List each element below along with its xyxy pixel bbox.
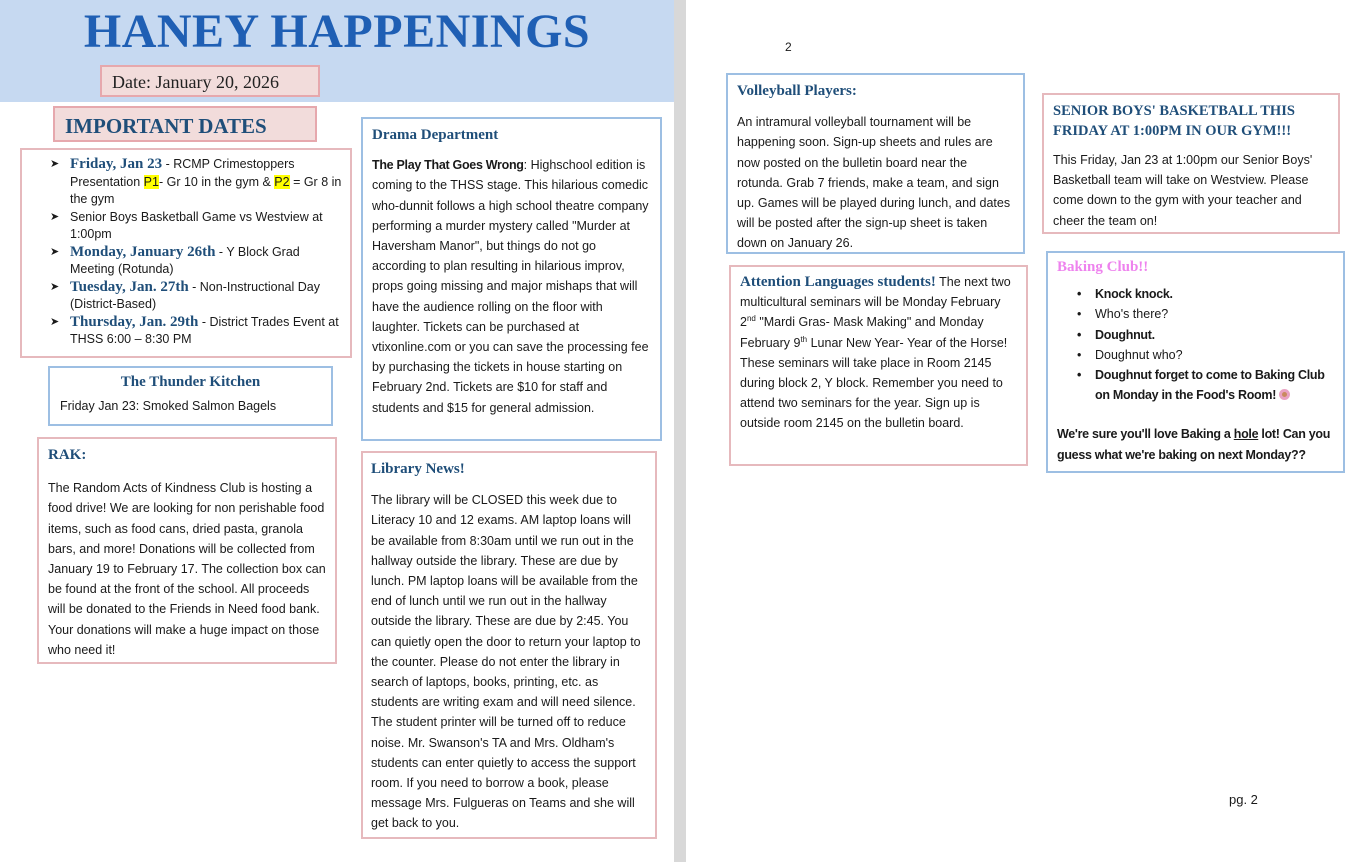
date-heading: Monday, January 26th [70,243,216,260]
rak-title: RAK: [48,447,87,463]
closing-text: We're sure you'll love Baking a [1057,427,1234,442]
drama-box [361,117,662,441]
languages-body: "Mardi Gras- Mask Making" and Monday February 9 [740,315,984,350]
play-title: The Play That Goes Wrong [372,158,524,173]
page-number-top: 2 [785,40,792,54]
thunder-kitchen-box [48,366,333,426]
page-gutter [674,0,686,862]
highlight-p2: P2 [274,174,290,189]
date-text: Senior Boys Basketball Game vs Westview at 1:00pm [70,209,323,241]
date-text: = Gr 8 in the gym [70,174,342,206]
senior-boys-text: This Friday, Jan 23 at 1:00pm our Senior Boys' Basketball team will take on Westview. Please come down to the gym with your teacher and cheer the team on! [1053,153,1313,228]
volleyball-title: Volleyball Players: [737,83,857,99]
newsletter-page-right [686,0,1359,862]
volleyball-box [726,73,1025,254]
languages-text [740,272,1017,434]
thunder-kitchen-text: Friday Jan 23: Smoked Salmon Bagels [60,399,277,414]
date-heading: Thursday, Jan. 29th [70,313,199,330]
joke-list [1057,284,1334,405]
thunder-kitchen-title: The Thunder Kitchen [120,374,261,390]
date-text: - RCMP Crimestoppers Presentation [70,157,295,189]
date-box: Date: January 20, 2026 [100,65,320,97]
closing-text: lot! Can you guess what we're baking on next Monday?? [1057,427,1331,462]
languages-body: The next two multicultural seminars will be Monday February 2 [740,275,1011,330]
arrow-bullet-icon: ➤ [50,280,60,293]
arrow-bullet-icon: ➤ [50,210,60,223]
list-item: • Doughnut. [1095,325,1334,345]
list-item [1095,365,1334,405]
arrow-bullet-icon: ➤ [50,315,60,328]
list-item [50,314,342,349]
newsletter-title: HANEY HAPPENINGS [83,5,591,58]
list-item: • Knock knock. [1095,284,1334,304]
date-heading: Friday, Jan 23 [70,156,163,172]
senior-boys-title: SENIOR BOYS' BASKETBALL THIS FRIDAY AT 1:00PM IN OUR GYM!!! [1053,103,1295,139]
list-item [50,156,342,209]
newsletter-page-left [0,0,674,862]
highlight-p1: P1 [143,174,159,189]
superscript: nd [746,314,756,324]
superscript: th [800,334,808,344]
date-heading: Tuesday, Jan. 27th [70,278,189,295]
list-item [50,209,342,244]
list-item: • Who's there? [1095,304,1334,324]
drama-text [372,155,651,418]
list-item [50,244,342,279]
rak-box [37,437,337,664]
date-text: - Y Block Grad Meeting (Rotunda) [70,244,300,276]
baking-club-box [1046,251,1345,473]
important-dates-heading: IMPORTANT DATES [53,106,317,142]
drama-title: Drama Department [372,127,499,143]
date-text: - Gr 10 in the gym & [158,174,275,189]
arrow-bullet-icon: ➤ [50,245,60,258]
list-item: • Doughnut who? [1095,345,1334,365]
languages-body: Lunar New Year- Year of the Horse! These seminars will take place in Room 2145 during block 2, Y block. Remember you need to attend two seminars for the year. Sign up is outside room 2145 on the bulletin board. [740,335,1008,431]
languages-box [729,265,1028,466]
list-item [50,279,342,314]
rak-text: The Random Acts of Kindness Club is hosting a food drive! We are looking for non perishable food items, such as food cans, dried pasta, granola bars, and more! Donations will be collected from January 19 to February 17. The collection box can be found at the front of the school. All proceeds will be donated to the Friends in Need food bank. Your donations will make a huge impact on those who need it! [48,481,326,657]
baking-closing [1057,424,1334,464]
baking-club-title: Baking Club!! [1057,259,1149,275]
library-box [361,451,657,839]
languages-title: Attention Languages students! [740,274,936,290]
donut-emoji-icon [1279,389,1290,400]
page-number-bottom: pg. 2 [1229,792,1258,807]
senior-boys-box [1042,93,1340,234]
date-text: - District Trades Event at THSS 6:00 – 8:30 PM [70,314,339,346]
library-title: Library News! [371,461,465,477]
important-dates-box [20,148,352,358]
date-text: - Non-Instructional Day (District-Based) [70,279,320,311]
important-dates-list [50,156,342,349]
joke-punchline: Doughnut forget to come to Baking Club on Monday in the Food's Room! [1095,368,1325,403]
arrow-bullet-icon: ➤ [50,158,60,170]
underlined-word: hole [1233,427,1259,442]
masthead [0,0,674,102]
volleyball-text: An intramural volleyball tournament will be happening soon. Sign-up sheets and rules are now posted on the bulletin board near the rotunda. Grab 7 friends, make a team, and sign up. Games will be played during lunch, and dates will be posted after the sign-up sheet is taken down on January 26. [737,115,1011,251]
library-text: The library will be CLOSED this week due to Literacy 10 and 12 exams. AM laptop loans will be available from 8:30am until we run out in the hallway outside the library. These are due by lunch. PM laptop loans will be available from the end of lunch until we run out in the hallway outside the library. These are due by 2:45. You can quietly open the door to return your laptop to the counter. Please do not enter the library in search of laptops, books, printing, etc. as students are writing exam and will need silence. The student printer will be turned off to reduce noise. Mr. Swanson's TA and Mrs. Oldham's students can enter quietly to access the support room. If you need to borrow a book, please message Mrs. Fulgueras on Teams and she will get back to you. [371,493,641,831]
drama-body: : Highschool edition is coming to the THSS stage. This hilarious comedic who-dunnit follows a high school theatre company performing a murder mystery called "Murder at Haversham Manor", but things do not go according to plan resulting in hilarious improv, props going missing and major mishaps that will have the audience rolling on the floor with laughter. Tickets can be purchased at vtixonline.com or you can save the processing fee by purchasing the tickets in house starting on February 2nd. Tickets are $10 for staff and students and $15 for general admission. [372,158,649,415]
